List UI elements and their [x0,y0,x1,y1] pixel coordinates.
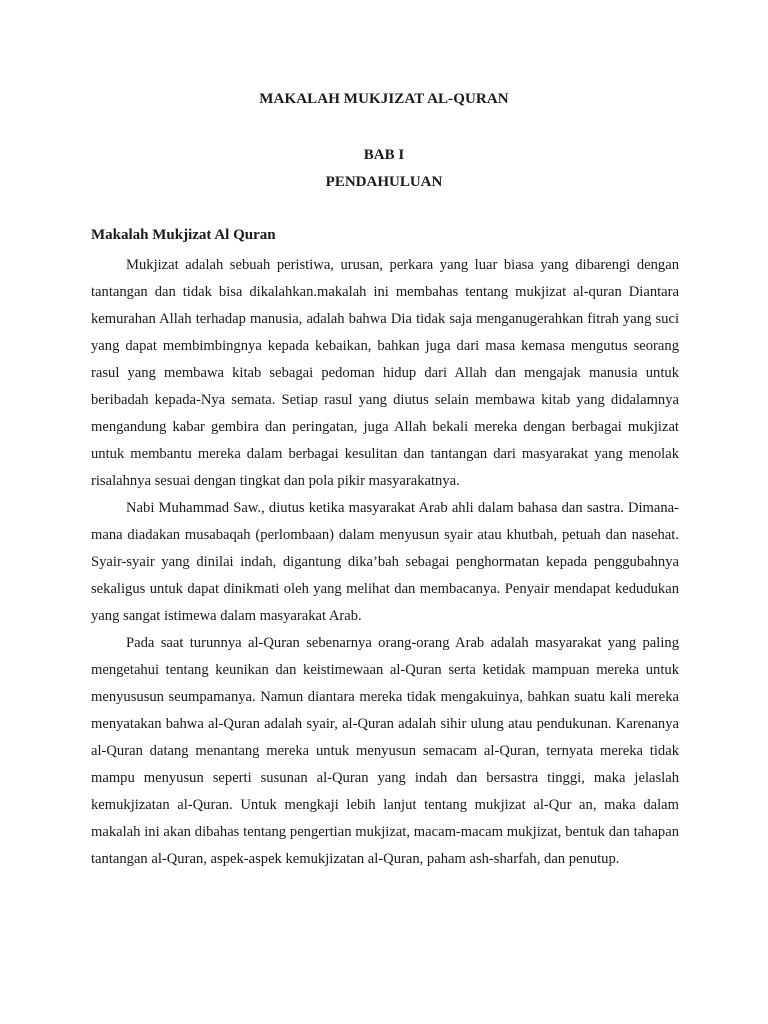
chapter-title: PENDAHULUAN [325,174,443,190]
paragraph: Nabi Muhammad Saw., diutus ketika masyarakat Arab ahli dalam bahasa dan sastra. Dimana-mana diadakan musabaqah (perlombaan) dalam menyusun syair atau khutbah, petuah dan nasehat. Syair-syair yang dinilai indah, digantung dika’bah sebagai penghormatan kepada penggubahnya sekaligus untuk dapat dinikmati oleh yang melihat dan membacanya. Penyair mendapat kedudukan yang sangat istimewa dalam masyarakat Arab. [91,500,679,624]
document-title: MAKALAH MUKJIZAT AL-QURAN [259,91,509,107]
paragraph: Mukjizat adalah sebuah peristiwa, urusan, perkara yang luar biasa yang dibarengi dengan tantangan dan tidak bisa dikalahkan.makalah ini membahas tentang mukjizat al-quran Diantara kemurahan Allah terhadap manusia, adalah bahwa Dia tidak saja menganugerahkan fitrah yang suci yang dapat membimbingnya kepada kebaikan, bahkan juga dari masa kemasa mengutus seorang rasul yang membawa kitab sebagai pedoman hidup dari Allah dan mengajak manusia untuk beribadah kepada-Nya semata. Setiap rasul yang diutus selain membawa kitab yang didalamnya mengandung kabar gembira dan peringatan, juga Allah bekali mereka dengan berbagai mukjizat untuk membantu mereka dalam berbagai kesulitan dan tantangan dari masyarakat yang menolak risalahnya sesuai dengan tingkat dan pola pikir masyarakatnya. [91,257,679,489]
body-text [91,252,679,873]
chapter-number: BAB I [363,147,405,163]
paragraph: Pada saat turunnya al-Quran sebenarnya orang-orang Arab adalah masyarakat yang paling mengetahui tentang keunikan dan keistimewaan al-Quran serta ketidak mampuan mereka untuk menyususun seumpamanya. Namun diantara mereka tidak mengakuinya, bahkan suatu kali mereka menyatakan bahwa al-Quran adalah syair, al-Quran adalah sihir ulung atau pendukunan. Karenanya al-Quran datang menantang mereka untuk menyusun semacam al-Quran, ternyata mereka tidak mampu menyusun seperti susunan al-Quran yang indah dan bersastra tinggi, maka jelaslah kemukjizatan al-Quran. Untuk mengkaji lebih lanjut tentang mukjizat al-Qur an, maka dalam makalah ini akan dibahas tentang pengertian mukjizat, macam-macam mukjizat, bentuk dan tahapan tantangan al-Quran, aspek-aspek kemukjizatan al-Quran, paham ash-sharfah, dan penutup. [91,635,679,867]
section-heading: Makalah Mukjizat Al Quran [91,227,276,243]
